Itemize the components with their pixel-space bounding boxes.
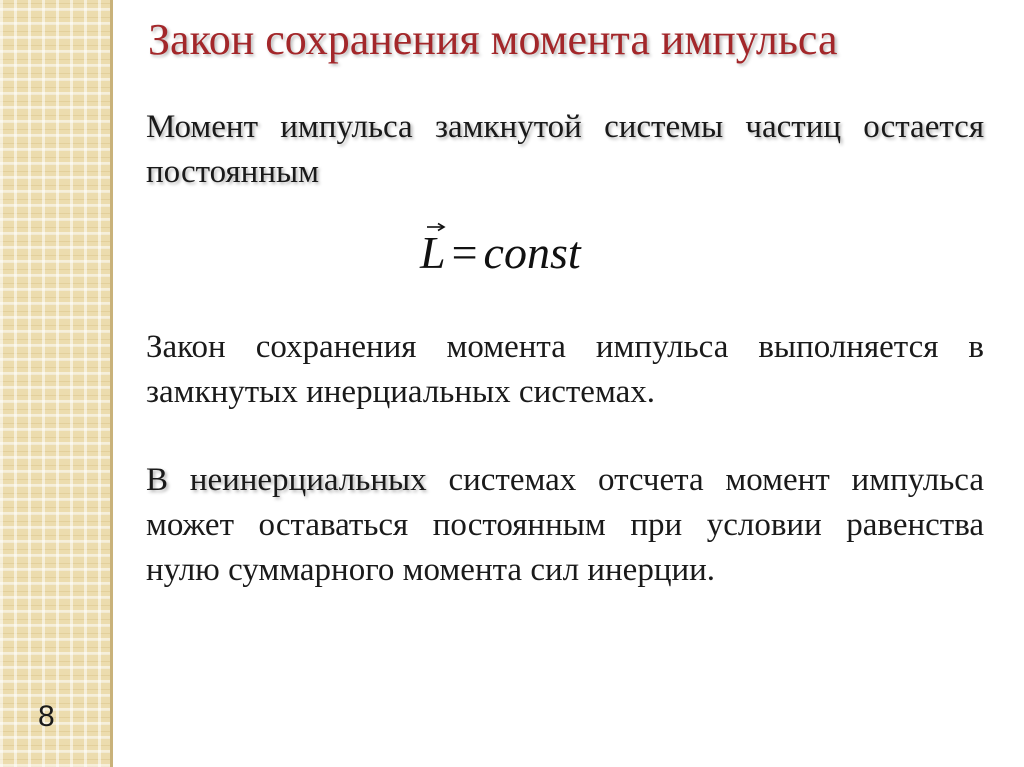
formula-symbol: L xyxy=(420,227,446,278)
vector-L xyxy=(420,226,446,279)
formula-rhs: const xyxy=(483,227,581,278)
paragraph-closed-system: Момент импульса замкнутой системы частиц остается постоянным xyxy=(146,109,984,190)
slide-title: Закон сохранения момента импульса xyxy=(148,15,838,64)
side-divider-line xyxy=(110,0,113,767)
paragraph-rest: системах отсчета момент импульса может оставаться постоянным при условии равенства нулю суммарного момента сил инерции. xyxy=(146,462,984,588)
formula-equals: = xyxy=(451,227,478,278)
formula xyxy=(420,226,581,279)
right-arrow-icon xyxy=(426,222,446,232)
decorative-side-strip xyxy=(0,0,110,767)
paragraph-inertial-systems: Закон сохранения момента импульса выполняется в замкнутых инерциальных системах. xyxy=(146,329,984,410)
paragraph-noninertial-systems xyxy=(146,458,984,593)
slide-number: 8 xyxy=(38,700,55,733)
paragraph-lead: В неинерциальных xyxy=(146,462,427,498)
